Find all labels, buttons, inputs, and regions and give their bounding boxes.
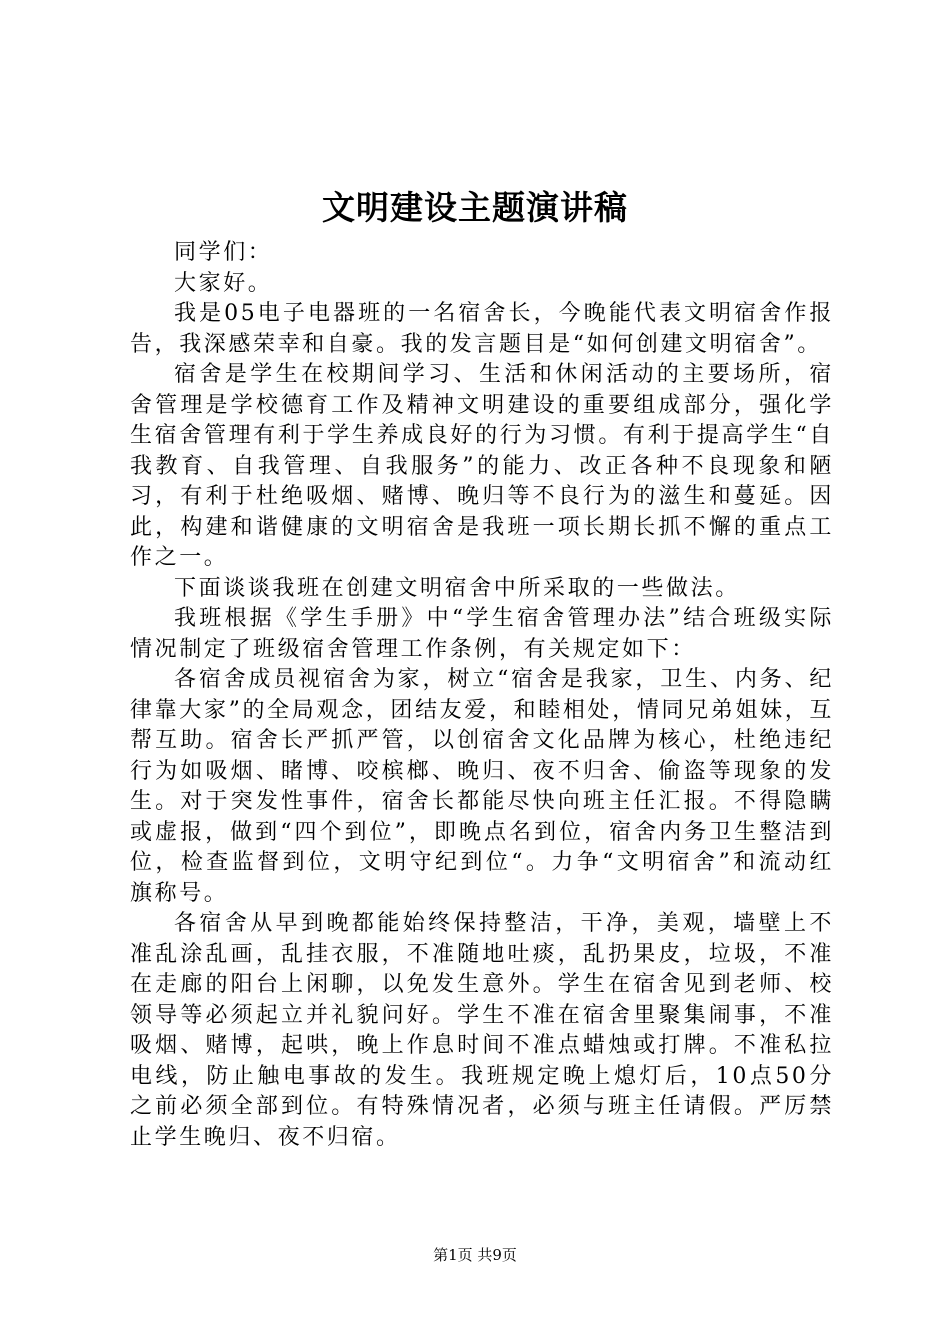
document-title: 文明建设主题演讲稿 bbox=[322, 188, 628, 227]
paragraph-dorm-importance: 宿舍是学生在校期间学习、生活和休闲活动的主要场所，宿舍管理是学校德育工作及精神文明建设的重要组成部分，强化学生宿舍管理有利于学生养成良好的行为习惯。有利于提高学生“自我教育、自我管理、自我服务”的能力、改正各种不良现象和陋习，有利于杜绝吸烟、赌博、晚归等不良行为的滋生和蔓延。因此，构建和谐健康的文明宿舍是我班一项长期长抓不懈的重点工作之一。 bbox=[130, 362, 834, 570]
paragraph-practices-intro: 下面谈谈我班在创建文明宿舍中所采取的一些做法。 bbox=[174, 575, 740, 601]
paragraph-hello: 大家好。 bbox=[174, 270, 273, 296]
page-number-footer: 第1页 共9页 bbox=[433, 1246, 517, 1264]
paragraph-regulations: 我班根据《学生手册》中“学生宿舍管理办法”结合班级实际情况制定了班级宿舍管理工作条例，有关规定如下： bbox=[130, 606, 834, 662]
paragraph-intro: 我是05电子电器班的一名宿舍长，今晚能代表文明宿舍作报告，我深感荣幸和自豪。我的发言题目是“如何创建文明宿舍”。 bbox=[130, 301, 834, 357]
paragraph-members-rules: 各宿舍成员视宿舍为家，树立“宿舍是我家，卫生、内务、纪律靠大家”的全局观念，团结友爱，和睦相处，情同兄弟姐妹，互帮互助。宿舍长严抓严管，以创宿舍文化品牌为核心，杜绝违纪行为如吸烟、睹博、咬槟榔、晚归、夜不归舍、偷盗等现象的发生。对于突发性事件，宿舍长都能尽快向班主任汇报。不得隐瞒或虚报，做到“四个到位”，即晚点名到位，宿舍内务卫生整洁到位，检查监督到位，文明守纪到位“。力争“文明宿舍”和流动红旗称号。 bbox=[130, 667, 834, 906]
paragraph-greeting: 同学们： bbox=[174, 240, 273, 265]
document-body bbox=[130, 238, 834, 1153]
paragraph-cleanliness-rules: 各宿舍从早到晚都能始终保持整洁，干净，美观，墙壁上不准乱涂乱画，乱挂衣服，不准随地吐痰，乱扔果皮，垃圾，不准在走廊的阳台上闲聊，以免发生意外。学生在宿舍见到老师、校领导等必须起立并礼貌问好。学生不准在宿舍里聚集闹事，不准吸烟、赌博，起哄，晚上作息时间不准点蜡烛或打牌。不准私拉电线，防止触电事故的发生。我班规定晚上熄灯后，10点50分之前必须全部到位。有特殊情况者，必须与班主任请假。严厉禁止学生晚归、夜不归宿。 bbox=[130, 911, 834, 1150]
